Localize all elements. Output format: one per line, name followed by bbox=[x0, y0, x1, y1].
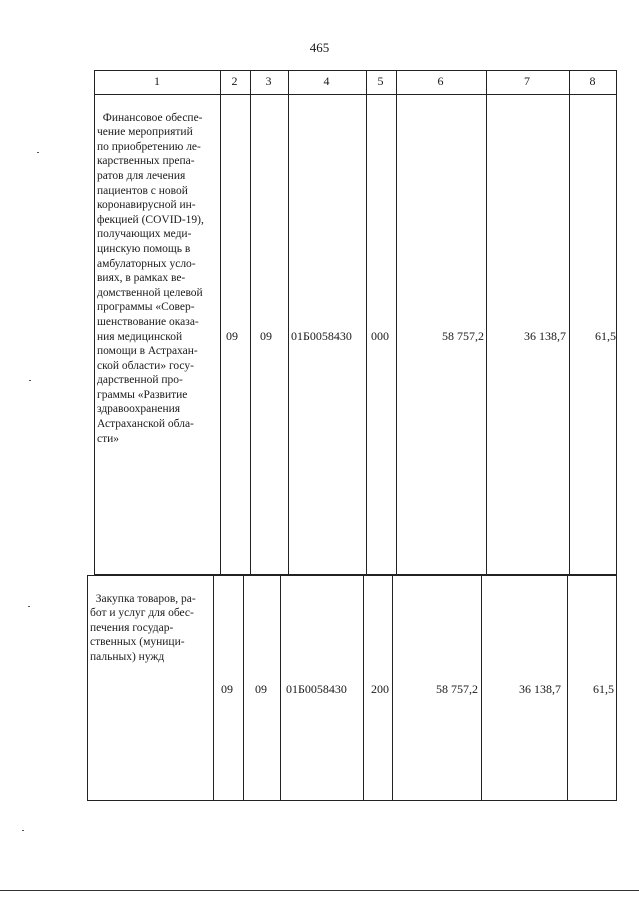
row2-col3: 09 bbox=[255, 682, 267, 696]
row1-col4: 01Б0058430 bbox=[291, 329, 352, 343]
scan-speck bbox=[22, 830, 24, 831]
table-header-7: 7 bbox=[524, 74, 530, 88]
row1-col2: 09 bbox=[226, 329, 238, 343]
row1-col7: 36 138,7 bbox=[524, 329, 566, 343]
row1-col8: 61,5 bbox=[595, 329, 616, 343]
page-number: 465 bbox=[309, 40, 330, 55]
row1-col6: 58 757,2 bbox=[442, 329, 484, 343]
table-header-3: 3 bbox=[265, 74, 272, 88]
row2-description: Закупка товаров, ра- бот и услуг для обес- печения государ- ственных (муници- пальных) нужд bbox=[90, 592, 196, 663]
row2-col4: 01Б0058430 bbox=[286, 682, 347, 696]
row2-col5: 200 bbox=[371, 682, 389, 696]
row1-col5: 000 bbox=[371, 329, 389, 343]
table-header-4: 4 bbox=[323, 74, 330, 88]
table-header-6: 6 bbox=[437, 74, 444, 88]
row2-col6: 58 757,2 bbox=[436, 682, 478, 696]
scan-speck bbox=[29, 380, 31, 381]
table-header-1: 1 bbox=[154, 74, 160, 88]
row2-col7: 36 138,7 bbox=[519, 682, 561, 696]
table-header-2: 2 bbox=[231, 74, 238, 88]
table-header-8: 8 bbox=[589, 74, 596, 88]
scan-speck bbox=[37, 152, 39, 153]
row1-description: Финансовое обеспе- чение мероприятий по приобретению ле- карственных препа- ратов для лечения пациентов с новой коронавирусной ин- фекцией (COVID-19), получающих меди- цинскую помощь в амбулаторных усло- виях, в рамках ве- домственной целевой программы «Совер- шенствование оказа- ния медицинской помощи в Астрахан- ской области» госу- дарственной про- граммы «Развитие здравоохранения Астраханской обла- сти» bbox=[97, 111, 204, 445]
page-bottom-rule bbox=[0, 890, 639, 891]
scan-speck bbox=[28, 606, 30, 607]
row2-col2: 09 bbox=[221, 682, 233, 696]
table-header-5: 5 bbox=[377, 74, 384, 88]
row1-col3: 09 bbox=[260, 329, 272, 343]
row2-col8: 61,5 bbox=[593, 682, 614, 696]
